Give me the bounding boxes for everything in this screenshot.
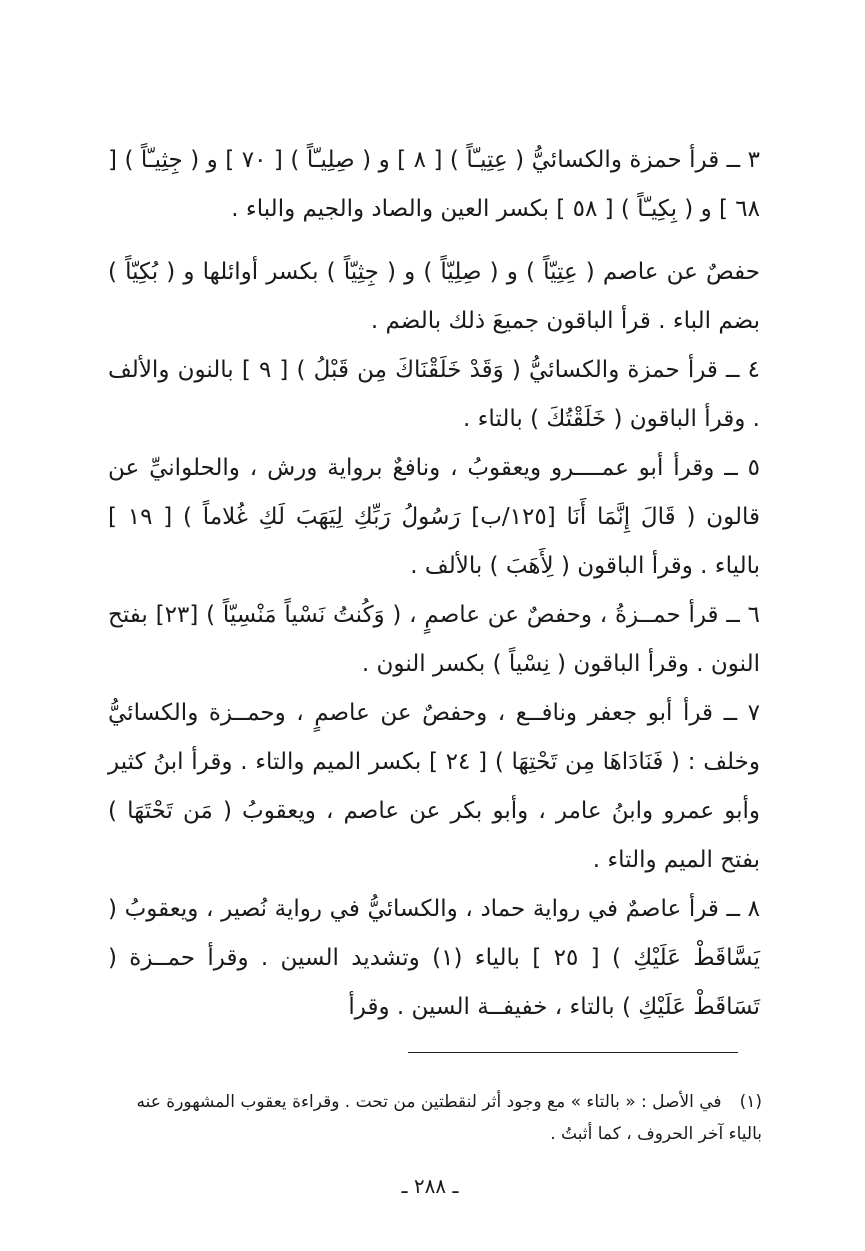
- page-number: ـ ٢٨٨ ـ: [401, 1174, 459, 1198]
- footnote-marker: (١): [739, 1092, 762, 1112]
- footnote: [100, 1086, 762, 1150]
- main-text: [108, 136, 760, 1032]
- paragraph-hafs: حفصٌ عن عاصم ( عِتِيّاً ) و ( صِلِيّاً ) و ( جِثِيّاً ) بكسر أوائلها و ( بُكِيّاً ) بضم الباء . قرأ الباقون جميعَ ذلك بالضم .: [108, 259, 760, 334]
- paragraph-5: ٥ ــ وقرأ أبو عمــــرو ويعقوبُ ، ونافعٌ برواية ورش ، والحلوانيِّ عن قالون ( قَالَ إِنَّمَا أَنَا [١٢٥/ب] رَسُولُ رَبِّكِ لِيَهَبَ لَكِ غُلاماً ) [ ١٩ ] بالياء . وقرأ الباقون ( لِأَهَبَ ) بالألف .: [108, 455, 760, 579]
- paragraph-7: ٧ ــ قرأ أبو جعفر ونافــع ، وحفصٌ عن عاصمٍ ، وحمــزة والكسائيُّ وخلف : ( فَنَادَاهَا مِن تَحْتِهَا ) [ ٢٤ ] بكسر الميم والتاء . وقرأ ابنُ كثير وأبو عمرو وابنُ عامر ، وأبو بكر عن عاصم ، ويعقوبُ ( مَن تَحْتَهَا ) بفتح الميم والتاء .: [108, 700, 760, 873]
- paragraph-3: ٣ ــ قرأ حمزة والكسائيُّ ( عِتِيـّاً ) [ ٨ ] و ( صِلِيـّاً ) [ ٧٠ ] و ( جِثِيـّاً ) [ ٦٨ ] و ( بِكِيـّاً ) [ ٥٨ ] بكسر العين والصاد والجيم والباء .: [108, 147, 760, 222]
- paragraph-4: ٤ ــ قرأ حمزة والكسائيُّ ( وَقَدْ خَلَقْنَاكَ مِن قَبْلُ ) [ ٩ ] بالنون والألف . وقرأ الباقون ( خَلَقْتُكَ ) بالتاء .: [108, 357, 760, 432]
- footnote-text: في الأصل : « بالتاء » مع وجود أثر لنقطتين من تحت . وقراءة يعقوب المشهورة عنه بالياء آخر الحروف ، كما أثبتُ .: [136, 1092, 762, 1144]
- paragraph-6: ٦ ــ قرأ حمــزةُ ، وحفصٌ عن عاصمٍ ، ( وَكُنتُ نَسْياً مَنْسِيّاً ) [٢٣] بفتح النون . وقرأ الباقون ( نِسْياً ) بكسر النون .: [108, 602, 760, 677]
- footnote-divider: [408, 1052, 738, 1053]
- paragraph-8: ٨ ــ قرأ عاصمٌ في رواية حماد ، والكسائيُّ في رواية نُصير ، ويعقوبُ ( يَسَّاقَطْ عَلَيْكِ ) [ ٢٥ ] بالياء (١) وتشديد السين . وقرأ حمــزة ( تَسَاقَطْ عَلَيْكِ ) بالتاء ، خفيفــة السين . وقرأ: [108, 896, 761, 1020]
